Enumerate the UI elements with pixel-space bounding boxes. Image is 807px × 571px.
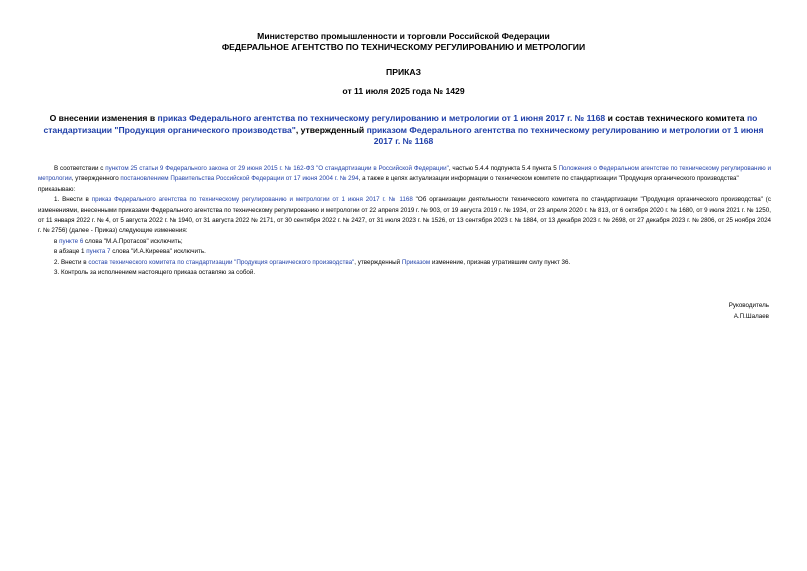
sub2-text-1: в абзаце 1 — [54, 248, 87, 256]
order-label: ПРИКАЗ — [386, 67, 421, 77]
amendment-ref: , от 27 декабря 2023 г. № 2806 — [625, 217, 715, 225]
link-agency-regulation[interactable]: Положения о Федеральном агентстве по техническому регулированию и метрологии — [38, 165, 771, 183]
agency-name: ФЕДЕРАЛЬНОЕ АГЕНТСТВО ПО ТЕХНИЧЕСКОМУ РЕГУЛИРОВАНИЮ И МЕТРОЛОГИИ — [221, 42, 586, 52]
amendment-ref: , от 25 ноября 2024 г. № 2756 — [38, 217, 772, 235]
amendment-ref: , от 19 августа 2019 г. № 1934 — [439, 206, 527, 214]
title-link-committee[interactable]: по стандартизации "Продукция органического производства" — [43, 113, 758, 135]
link-committee-composition[interactable]: состав технического комитета по стандартизации "Продукция органического производства" — [88, 258, 355, 266]
amendment-ref: , от 30 сентября 2022 г. № 2427 — [273, 217, 366, 225]
preamble-paragraph — [38, 164, 771, 185]
link-government-decree[interactable]: постановлением Правительства Российской Федерации от 17 июня 2004 г. № 294 — [120, 175, 359, 183]
order-word: приказываю: — [38, 185, 76, 193]
amendment-ref: , от 23 апреля 2020 г. № 813 — [526, 206, 609, 214]
item1-text-1: 1. Внести в — [54, 196, 92, 204]
title-text-3: , утвержденный — [295, 124, 367, 135]
preamble-text-1: В соответствии с — [54, 165, 106, 172]
amendment-ref: , от 13 декабря 2023 г. № 2698 — [536, 217, 626, 225]
document-header — [0, 31, 807, 53]
link-clause-6[interactable]: пункте 6 — [59, 237, 84, 245]
sub1-text-1: в — [54, 237, 60, 245]
signature-block — [729, 301, 769, 322]
document-title — [36, 113, 771, 148]
amendment-ref: , от 31 августа 2022 № 2171 — [191, 217, 274, 225]
link-federal-law[interactable]: пунктом 25 статьи 9 Федерального закона от 29 июня 2015 г. № 162-ФЗ "О стандартизации в Российской Федерации" — [105, 165, 449, 172]
item2-text-2: , утвержденный — [354, 258, 402, 266]
item-1-paragraph — [38, 195, 771, 237]
title-link-order-1168[interactable]: приказ Федерального агентства по техническому регулированию и метрологии от 1 июня 2017 г. № 1168 — [157, 113, 606, 123]
ministry-name: Министерство промышленности и торговли Российской Федерации — [257, 31, 550, 41]
sub-item-2 — [38, 247, 771, 257]
link-clause-7[interactable]: пункта 7 — [86, 248, 111, 256]
item1-text-2: "Об организации деятельности технического комитета по стандартизации "Продукция органического производства" (с изменениями, внесенными приказами Федерального агентства по техническому регулированию и метрологии от 22 апреля 2019 г. № 903 — [38, 196, 771, 214]
preamble-text-4: , а также в целях актуализации информации о техническом комитете по стандартизации "Продукция органического производства" — [358, 175, 739, 183]
item-2-paragraph — [38, 258, 771, 268]
signatory-position: Руководитель — [728, 302, 769, 309]
amendment-ref: , от 13 сентября 2023 г. № 1884 — [445, 217, 537, 225]
item2-text-3: изменение, признав утратившим силу пункт 36. — [430, 258, 571, 266]
amendment-ref: , от 11 января 2022 г. № 4 — [38, 206, 771, 225]
preamble-text-2: , частью 5.4.4 подпункта 5.4 пункта 5 — [448, 165, 559, 172]
link-order-1168[interactable]: приказ Федерального агентства по техническому регулированию и метрологии от 1 июня 2017 г. № 1168 — [91, 196, 413, 204]
link-order[interactable]: Приказом — [401, 258, 431, 266]
preamble-text-3: , утвержденного — [71, 175, 121, 183]
amendment-ref: , от 31 июля 2023 г. № 1526 — [365, 217, 446, 225]
sub-item-1 — [38, 237, 771, 247]
title-link-order-approval[interactable]: приказом Федерального агентства по техническому регулированию и метрологии от 1 июня 2017 г. № 1168 — [366, 124, 764, 146]
sub2-text-2: слова "И.А.Киреева" исключить. — [110, 248, 206, 256]
amendment-ref: , от 5 августа 2022 г. № 1940 — [108, 217, 192, 225]
item1-text-3: ) (далее - Приказ) следующие изменения: — [65, 227, 188, 235]
order-date: от 11 июля 2025 года № 1429 — [342, 86, 465, 96]
signatory-name: А.П.Шалаев — [733, 312, 769, 320]
document-body — [38, 164, 771, 278]
title-text-1: О внесении изменения в — [49, 113, 158, 123]
amendment-ref: , от 9 июля 2021 г. № 1250 — [692, 206, 770, 214]
amendment-ref: , от 6 октября 2020 г. № 1680 — [608, 206, 693, 214]
item-3-paragraph: 3. Контроль за исполнением настоящего приказа оставляю за собой. — [54, 269, 256, 277]
item2-text-1: 2. Внести в — [54, 258, 89, 266]
title-text-2: и состав технического комитета — [605, 113, 747, 123]
sub1-text-2: слова "М.А.Протасов" исключить; — [83, 237, 183, 245]
